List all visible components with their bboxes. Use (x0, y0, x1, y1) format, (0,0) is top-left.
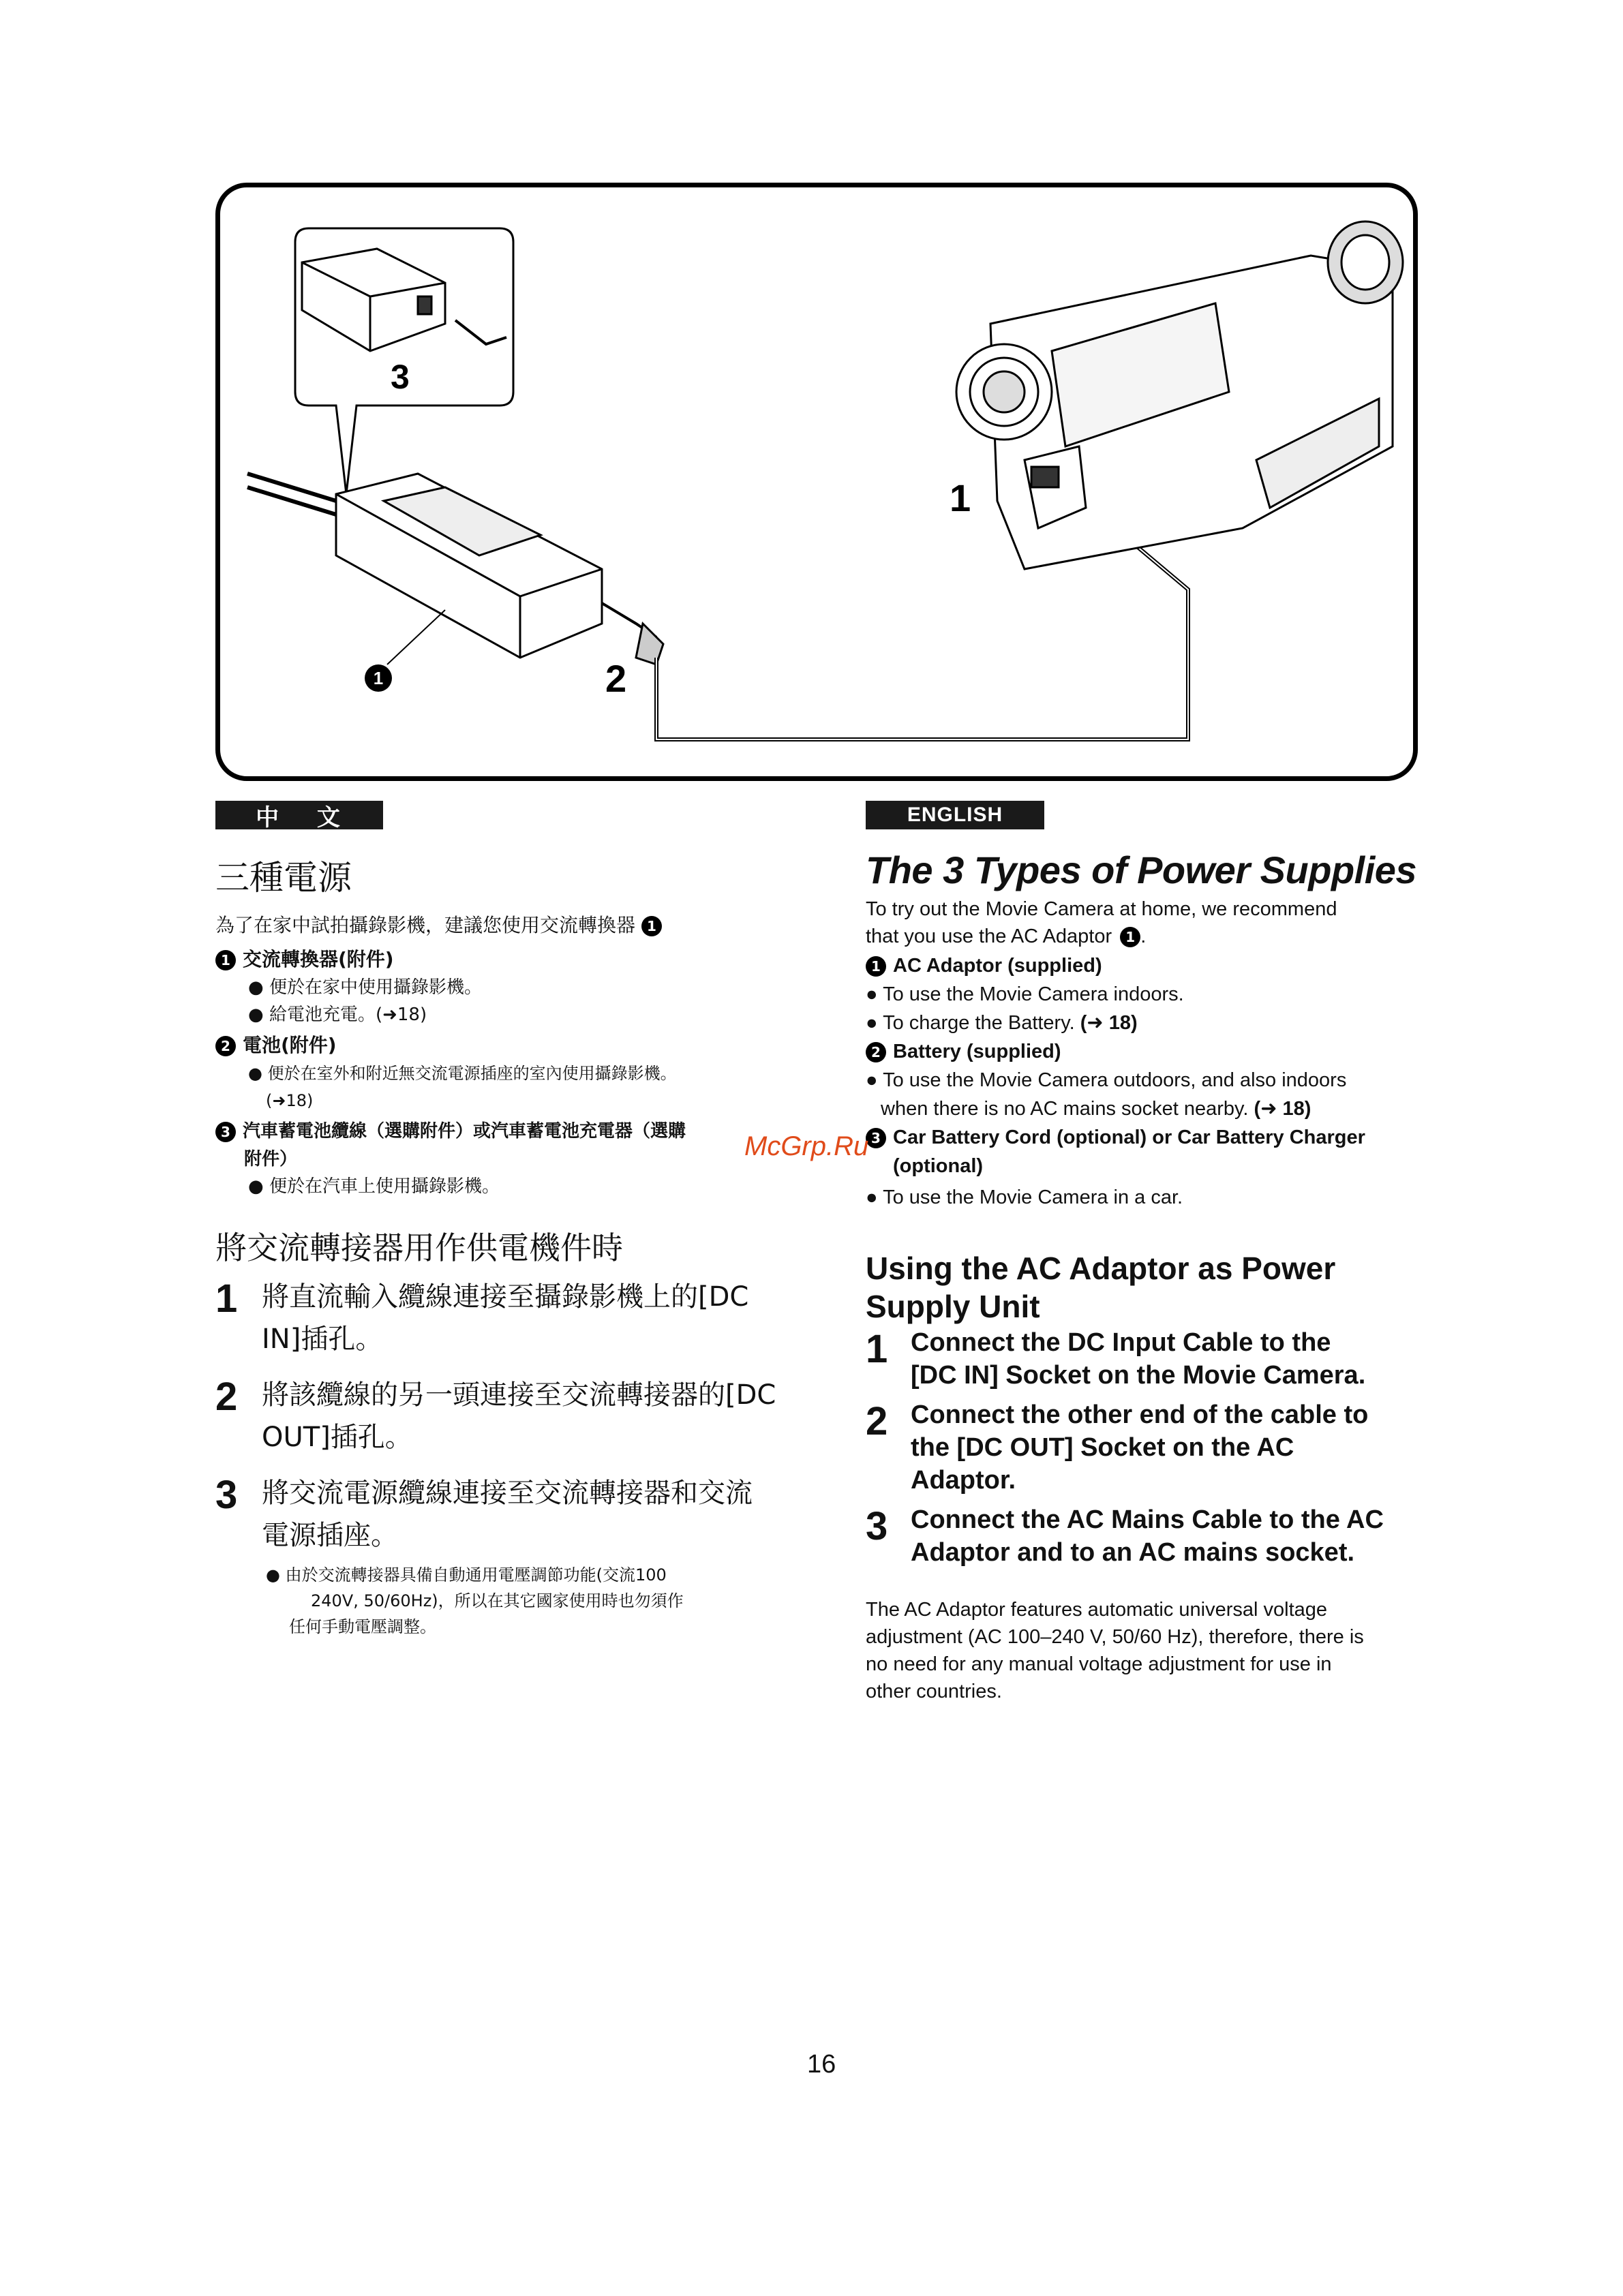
list-item: ● 便於在家中使用攝錄影機。 (248, 977, 482, 998)
chinese-item-3 (215, 1117, 795, 1146)
chinese-item-3-label: 汽車蓄電池纜線（選購附件）或汽車蓄電池充電器（選購 (243, 1121, 686, 1142)
item-number-3: 3 (866, 1128, 886, 1148)
chinese-step-1 (215, 1276, 802, 1360)
item-number-1: 1 (215, 950, 236, 970)
step-text-line: Connect the AC Mains Cable to the AC (911, 1505, 1384, 1534)
page-number: 16 (807, 2050, 836, 2079)
english-item-2-label: Battery (supplied) (893, 1041, 1061, 1062)
english-intro-line2: that you use the AC Adaptor 1 . (866, 925, 1147, 947)
step-text-line: IN]插孔。 (262, 1323, 383, 1355)
chinese-item-2 (215, 1031, 795, 1060)
camcorder-drawing (956, 221, 1403, 569)
item-number-1: 1 (866, 956, 886, 977)
item-number-2: 2 (215, 1036, 236, 1056)
english-step-3 (866, 1503, 1438, 1569)
list-item: ● 給電池充電。(➜18) (248, 1005, 427, 1025)
step-number: 2 (215, 1375, 238, 1419)
chinese-item-1 (215, 945, 795, 974)
english-item-3 (866, 1123, 1438, 1152)
list-item: ● To use the Movie Camera outdoors, and also indoors (866, 1069, 1347, 1091)
page-reference: (➜ 18) (1080, 1012, 1138, 1034)
ac-adaptor-drawing (247, 474, 663, 664)
chinese-intro (215, 910, 669, 938)
chinese-title: 三種電源 (215, 858, 352, 898)
step-number: 1 (866, 1327, 888, 1371)
item-number-2: 2 (866, 1042, 886, 1062)
camera-adaptor-diagram (220, 187, 1413, 776)
english-item-1-label: AC Adaptor (supplied) (893, 955, 1102, 977)
intro-circle-1: 1 (641, 916, 662, 936)
list-item: ● To charge the Battery. (➜ 18) (866, 1012, 1138, 1034)
chinese-item-1-label: 交流轉換器(附件) (243, 948, 394, 970)
chinese-note: ● 由於交流轉接器具備自動通用電壓調節功能(交流100 240V, 50/60Hz)，所以在其它國家使用時也勿須作 任何手動電壓調整。 (266, 1565, 684, 1636)
step-number: 2 (866, 1399, 888, 1443)
callout-2: 2 (605, 657, 627, 700)
chinese-step-2 (215, 1374, 802, 1458)
step-text-line: OUT]插孔。 (262, 1422, 412, 1453)
connection-illustration (215, 183, 1418, 781)
list-item: ● 便於在室外和附近無交流電源插座的室內使用攝錄影機。 (248, 1064, 677, 1083)
english-steps (866, 1326, 1438, 1705)
step-text-line: 將該纜線的另一頭連接至交流轉接器的[DC (262, 1379, 776, 1411)
item-number-3: 3 (215, 1122, 236, 1142)
chinese-section-tab: 中 文 (215, 801, 383, 829)
list-item: ● To use the Movie Camera in a car. (866, 1187, 1183, 1208)
chinese-steps (215, 1276, 802, 1640)
step-text-line: [DC IN] Socket on the Movie Camera. (911, 1361, 1366, 1390)
english-title: The 3 Types of Power Supplies (866, 848, 1417, 891)
english-step-1 (866, 1326, 1438, 1392)
english-note: The AC Adaptor features automatic universal voltage adjustment (AC 100–240 V, 50/60 Hz), therefore, there is no need for any manual voltage adjustment for use in other countries. (866, 1599, 1364, 1702)
english-intro-line1: To try out the Movie Camera at home, we recommend (866, 898, 1337, 920)
adaptor-callout-label: 1 (373, 668, 384, 688)
english-item-1 (866, 951, 1438, 980)
watermark-text: McGrp.Ru (744, 1131, 869, 1161)
chinese-section-title: 將交流轉接器用作供電機件時 (215, 1229, 623, 1266)
step-text-line: Connect the other end of the cable to (911, 1400, 1369, 1429)
callout-3: 3 (391, 358, 410, 396)
list-item-cont: when there is no AC mains socket nearby. (➜ 18) (881, 1098, 1311, 1120)
intro-circle-1: 1 (1120, 927, 1140, 947)
chinese-step-3 (215, 1472, 802, 1557)
english-step-2 (866, 1398, 1438, 1497)
step-text-line: 將直流輸入纜線連接至攝錄影機上的[DC (262, 1281, 749, 1313)
callout-1: 1 (950, 476, 971, 519)
english-item-2 (866, 1037, 1438, 1066)
chinese-item-2-label: 電池(附件) (243, 1034, 337, 1056)
english-section-title: Using the AC Adaptor as Power Supply Unit (866, 1251, 1336, 1324)
english-item-3-label: Car Battery Cord (optional) or Car Battery Charger (893, 1127, 1365, 1148)
step-text-line: 將交流電源纜線連接至交流轉接器和交流 (262, 1478, 753, 1509)
step-text-line: Adaptor. (911, 1466, 1016, 1495)
list-item: ● To use the Movie Camera indoors. (866, 983, 1184, 1005)
step-text-line: 電源插座。 (262, 1520, 398, 1551)
step-number: 1 (215, 1276, 238, 1321)
step-text-line: Adaptor and to an AC mains socket. (911, 1538, 1355, 1567)
list-item: (➜18) (266, 1091, 314, 1110)
step-number: 3 (215, 1473, 238, 1517)
chinese-items-list (215, 945, 795, 1200)
english-section-tab: ENGLISH (866, 801, 1044, 829)
chinese-intro-text: 為了在家中試拍攝錄影機，建議您使用交流轉換器 (215, 914, 636, 936)
step-text-line: the [DC OUT] Socket on the AC (911, 1433, 1294, 1462)
step-number: 3 (866, 1504, 888, 1548)
page-reference: (➜ 18) (1254, 1098, 1311, 1120)
english-item-3-label-cont: (optional) (893, 1155, 984, 1177)
step-text-line: Connect the DC Input Cable to the (911, 1328, 1331, 1357)
english-intro-block (866, 896, 1438, 1212)
chinese-item-3-label-cont: 附件） (244, 1149, 298, 1169)
list-item: ● 便於在汽車上使用攝錄影機。 (248, 1176, 500, 1197)
